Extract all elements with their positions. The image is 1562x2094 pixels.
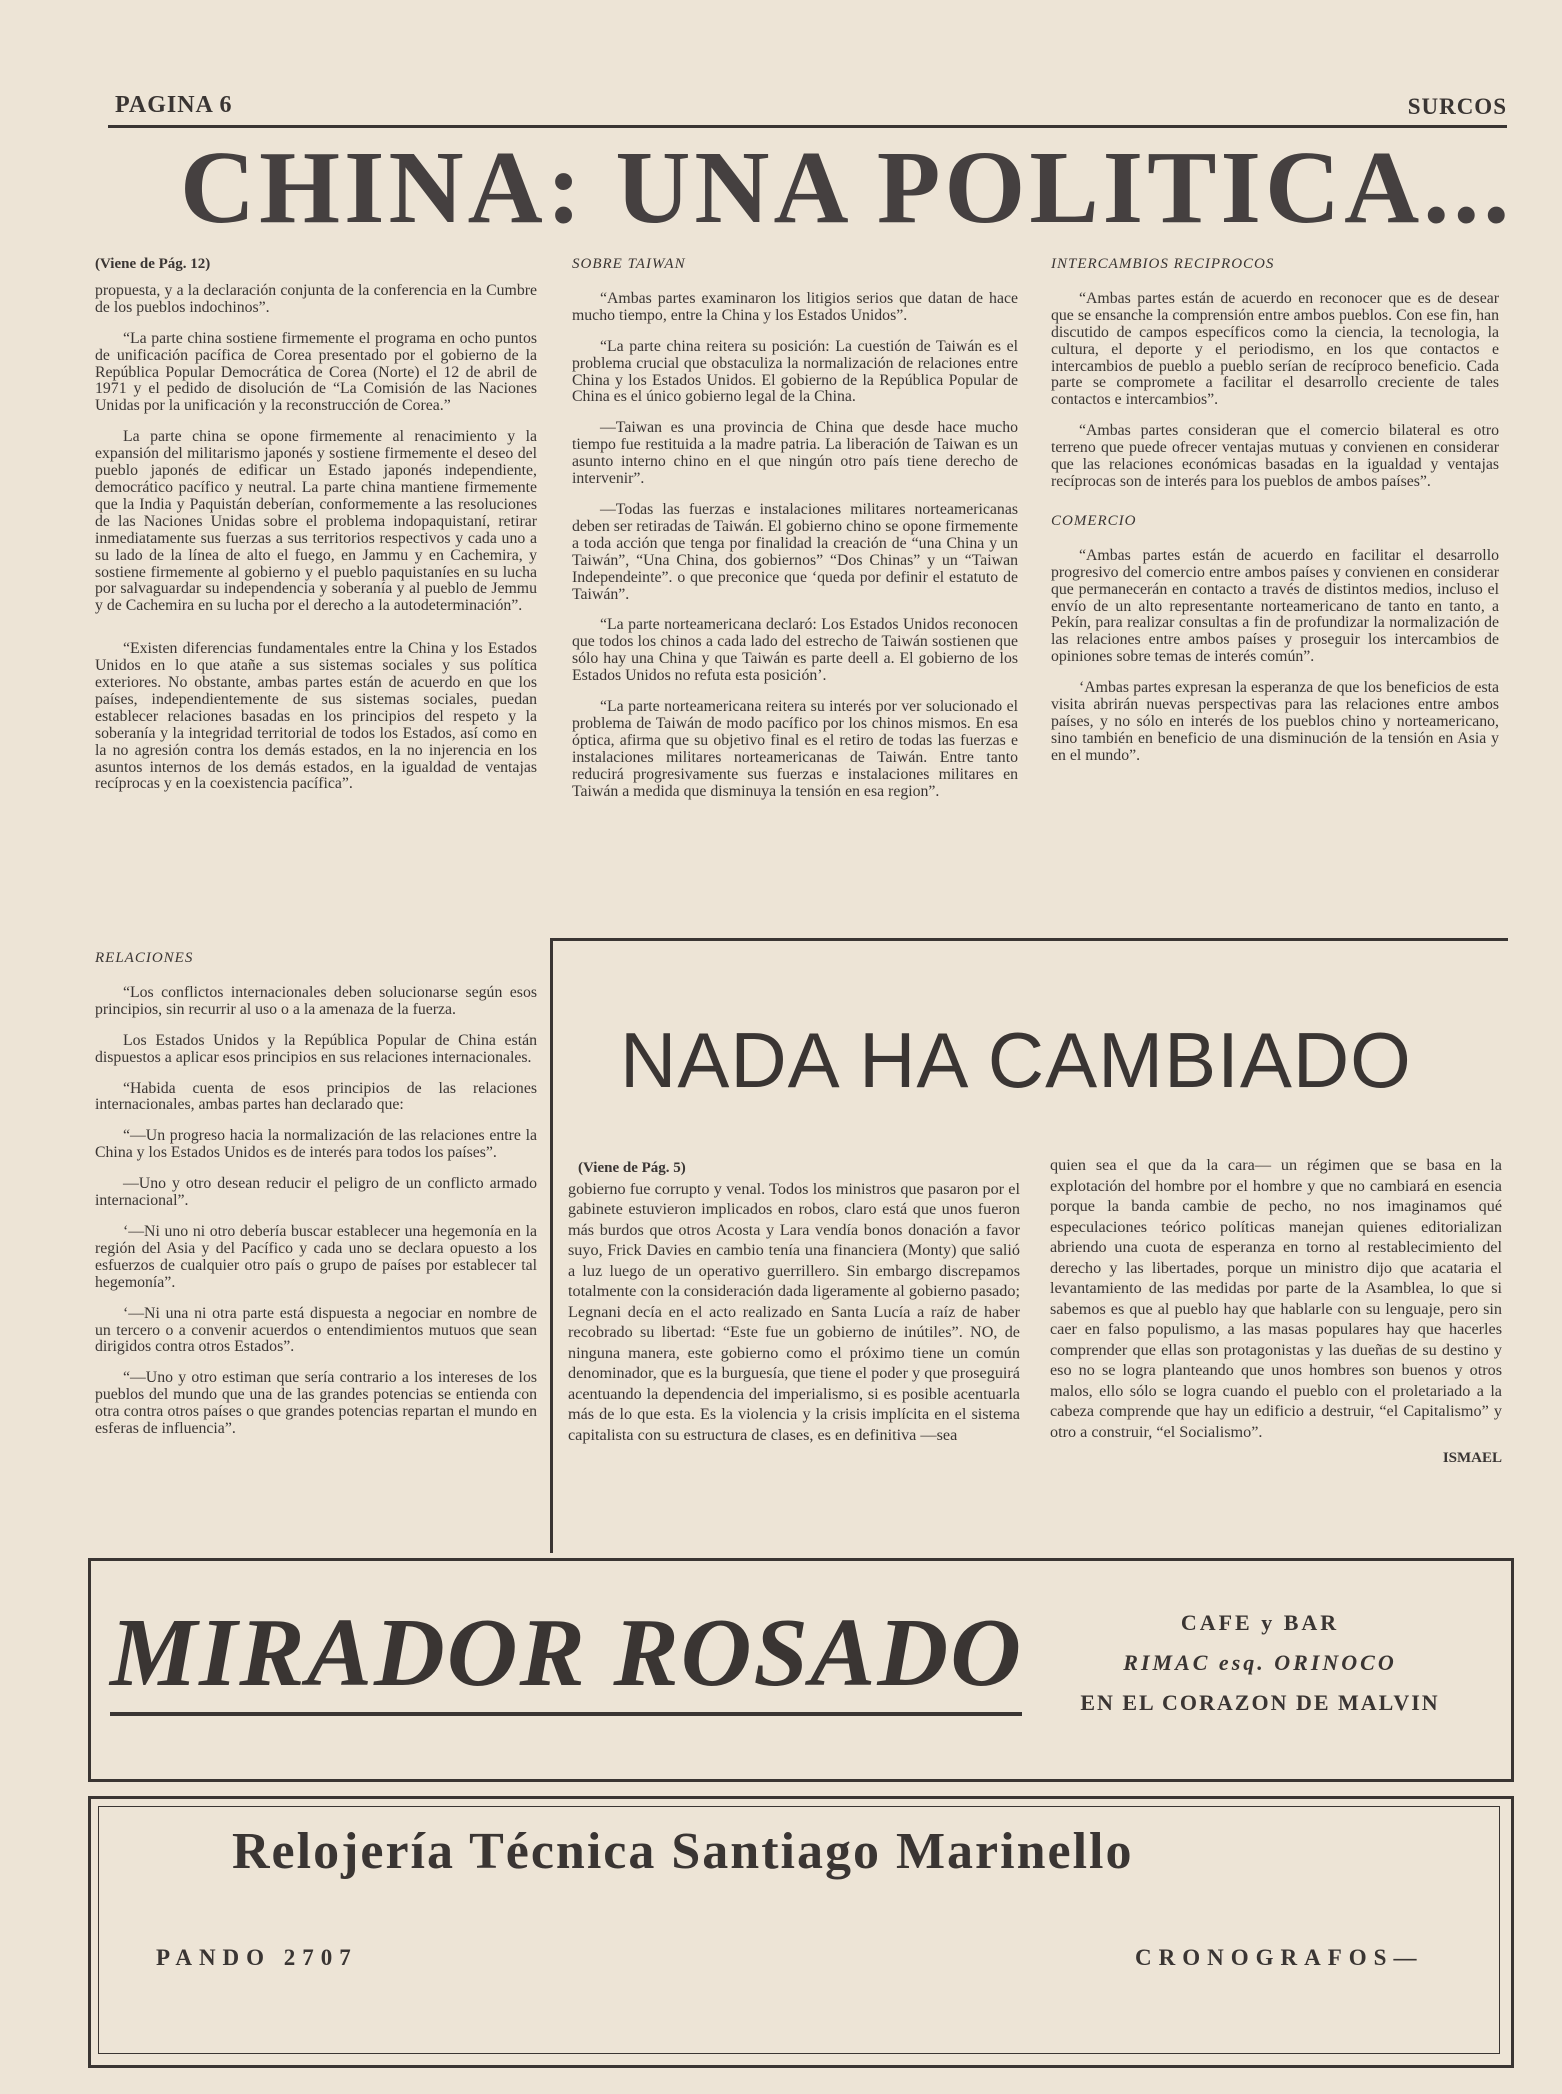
article-column-2 [572, 256, 1018, 814]
section-heading-comercio: COMERCIO [1051, 512, 1137, 529]
paragraph: “Los conflictos internacionales deben solucionarse según esos principios, sin recurrir al uso o a la amenaza de la fuerza. [95, 983, 537, 1018]
paragraph: “—Un progreso hacia la normalización de las relaciones entre la China y los Estados Unidos es de interés para todos los países”. [95, 1127, 537, 1162]
ad-line-cafe-bar: CAFE y BAR [1180, 1610, 1340, 1635]
article-column-relaciones [95, 950, 537, 1452]
relojeria-tagline: CRONOGRAFOS— [1135, 1945, 1424, 1970]
relojeria-name: Relojería Técnica Santiago Marinello [232, 1823, 1134, 1880]
nada-column-left [568, 1158, 1020, 1445]
continued-from-ref: (Viene de Pág. 5) [578, 1160, 686, 1176]
paragraph: ‘—Ni una ni otra parte está dispuesta a negociar en nombre de un tercero o a convenir acuerdos o entendimientos mutuos que sean dirigidos contra otros Estados”. [95, 1304, 537, 1356]
paragraph: “Existen diferencias fundamentales entre la China y los Estados Unidos en lo que atañe a sus sistemas sociales y sus política exteriores. No obstante, ambas partes están de acuerdo en que los países, independientemente de sus sistemas sociales, puedan establecer relaciones basadas en los principios del respeto y la soberanía y la integridad territorial de todos los Estados, así como en la no agresión contra los demás estados, en la no injerencia en los asuntos internos de los demás estados, en la igualdad de ventajas recíprocas y en la coexistencia pacífica”. [95, 640, 537, 793]
page-number-label: PAGINA 6 [115, 92, 233, 118]
mirador-rosado-name: MIRADOR ROSADO [110, 1599, 1023, 1707]
paragraph: “Ambas partes consideran que el comercio bilateral es otro terreno que puede ofrecer ventajas mutuas y convienen en considerar que las relaciones económicas basadas en la igualdad y ventajas recíprocas son de interés para los pueblos de ambos países”. [1051, 422, 1499, 490]
paragraph: “—Uno y otro estiman que sería contrario a los intereses de los pueblos del mundo que una de las grandes potencias se entienda con otra contra otros países o que grandes potencias repartan el mundo en esferas de influencia”. [95, 1369, 537, 1438]
paragraph: “La parte china reitera su posición: La cuestión de Taiwán es el problema crucial que obstaculiza la normalización de relaciones entre China y los Estados Unidos. El gobierno de la República Popular de China es el único gobierno legal de la China. [572, 337, 1018, 406]
paragraph: ‘Ambas partes expresan la esperanza de que los beneficios de esta visita abrirán nuevas perspectivas para las relaciones entre ambos países, y no sólo en interés de los pueblos chino y norteamericano, sino también en beneficio de una disminución de la tensión en Asia y en el mundo”. [1051, 679, 1499, 764]
paragraph: La parte china se opone firmemente al renacimiento y la expansión del militarismo japonés y sostiene firmemente el deseo del pueblo japonés de edificar un Estado japonés independiente, democrático pacífico y neutral. La parte china mantiene firmemente que la India y Paquistán deberían, conformemente a las resoluciones de las Naciones Unidas sobre el problema indopaquistaní, retirar inmediatamente sus fuerzas a sus territorios respectivos y cada uno a su lado de la línea de alto el fuego, en Jammu y en Cachemira, y sostiene firmemente al gobierno y el pueblo paquistaníes en su lucha por salvaguardar su independencia y soberanía y al pueblo de Jemmu y de Cachemira en su lucha por el derecho a la autodeterminación”. [95, 428, 537, 615]
paragraph: gobierno fue corrupto y venal. Todos los ministros que pasaron por el gabinete estuvieron implicados en robos, claro está que unos fueron más burdos que otros Acosta y Lara vendía bonos donación a favor suyo, Frick Davies en cambio tenía una financiera (Monty) que salió a luz luego de un operativo guerrillero. Sin embargo discrepamos totalmente con la consideración dada ligeramente al gobierno pasado; Legnani decía en el acto realizado en Santa Lucía a raíz de haber recobrado su libertad: “Este fue un gobierno de inútiles”. NO, de ninguna manera, este gobierno como el próximo tiene un común denominador, que es la burguesía, que tiene el poder y que proseguirá acentuando la dependencia del imperialismo, si es posible acentuarla más de lo que esta. Es la violencia y la crisis implícita en el sistema capitalista con su estructura de clases, es en definitiva —sea [568, 1179, 1020, 1444]
paragraph: “Ambas partes están de acuerdo en reconocer que es de desear que se ensanche la comprensión entre ambos pueblos. Con ese fin, han discutido de campos específicos como la ciencia, la tecnologia, la cultura, el deporte y el periodismo, en los que contactos e intercambios de pueblo a pueblo serían de recíproco beneficio. Cada parte se compromete a facilitar el desarrollo creciente de tales contactos e intercambios”. [1051, 289, 1499, 409]
ad-line-location: EN EL CORAZON DE MALVIN [1080, 1690, 1440, 1715]
paragraph: Los Estados Unidos y la República Popular de China están dispuestos a aplicar esos principios en sus relaciones internacionales. [95, 1031, 537, 1066]
ad-line-address: RIMAC esq. ORINOCO [1123, 1650, 1397, 1675]
article-column-1 [95, 256, 537, 807]
paragraph: ‘—Ni uno ni otro debería buscar establecer una hegemonía en la región del Asia y del Pacífico y cada uno se declara opuesto a los esfuerzos de cualquier otro país o grupo de países por establecer tal hegemonía”. [95, 1222, 537, 1291]
paragraph: “La parte china sostiene firmemente el programa en ocho puntos de unificación pacífica de Corea presentado por el gobierno de la República Popular Democrática de Corea (Norte) el 12 de abril de 1971 y el pedido de disolución de “La Comisión de las Naciones Unidas por la unificación y la reconstrucción de Corea.” [95, 329, 537, 415]
paragraph: quien sea el que da la cara— un régimen que se basa en la explotación del hombre por el hombre y que no cambiará en esencia porque la banda cambie de pecho, no nos imaginamos qué especulaciones teórico políticas manejan quienes editorializan abriendo una cuota de esperanza en torno al restablecimiento del derecho y las libertades, porque un ministro dijo que acataria el levantamiento de las medidas por parte de la Asamblea, lo que si sabemos es que al pueblo hay que hablarle con su lenguaje, pero sin caer en falso populismo, a las masas populares hay que hacerles comprender que ellas son protagonistas y las dueñas de su destino y eso no se logra planteando que unos hombres son buenos y otros malos, ello sólo se logra cuando el pueblo con el proletariado a la cabeza comprende que hay un edificio a destruir, “el Capitalismo” y otro a construir, “el Socialismo”. [1050, 1156, 1502, 1441]
ad-underline-rule [110, 1712, 1022, 1716]
publication-name: SURCOS [1407, 94, 1507, 119]
paragraph: —Taiwan es una provincia de China que desde hace mucho tiempo fue restituida a la madre patria. La liberación de Taiwan es un asunto interno chino en el que ningún otro país tiene derecho de intervenir”. [572, 419, 1018, 488]
section-heading-intercambios: INTERCAMBIOS RECIPROCOS [1051, 256, 1275, 272]
paragraph: “La parte norteamericana reitera su interés por ver solucionado el problema de Taiwán de modo pacífico por los chinos mismos. En esa óptica, afirma que su objetivo final es el retiro de todas las fuerzas e instalaciones militares norteamericanas de Taiwán. Entre tanto reducirá progresivamente sus fuerzas e instalaciones militares en Taiwán a medida que disminuya la tensión en esa region”. [572, 698, 1018, 800]
paragraph: propuesta, y a la declaración conjunta de la conferencia en la Cumbre de los pueblos indochinos”. [95, 281, 537, 316]
article-column-3 [1051, 256, 1499, 779]
relojeria-address: PANDO 2707 [156, 1945, 358, 1970]
section-heading-taiwan: SOBRE TAIWAN [572, 256, 686, 272]
paragraph: —Uno y otro desean reducir el peligro de un conflicto armado internacional”. [95, 1175, 537, 1210]
continued-from-ref: (Viene de Pág. 12) [95, 256, 211, 272]
nada-ha-cambiado-title: NADA HA CAMBIADO [620, 1016, 1412, 1104]
paragraph: “Habida cuenta de esos principios de las relaciones internacionales, ambas partes han declarado que: [95, 1079, 537, 1114]
author-signature: ISMAEL [1442, 1450, 1502, 1466]
paragraph: —Todas las fuerzas e instalaciones militares norteamericanas deben ser retiradas de Taiwán. El gobierno chino se opone firmemente a toda acción que tenga por finalidad la creación de “una China y un Taiwán”, “Una China, dos gobiernos” “Dos Chinas” y un “Taiwan Independeinte”. o que preconice que ‘queda por definir el estatuto de Taiwán”. [572, 500, 1018, 603]
paragraph: “Ambas partes están de acuerdo en facilitar el desarrollo progresivo del comercio entre ambos países y convienen en considerar que permanecerán en contacto a través de distintos medios, incluso el envío de un alto representante norteamericano de tanto en tanto, a Pekín, para realizar consultas a fin de profundizar la normalización de las relaciones entre ambos países y proseguir los intercambios de opiniones sobre temas de interés común”. [1051, 546, 1499, 666]
section-heading-relaciones: RELACIONES [95, 950, 194, 966]
nada-column-right [1050, 1155, 1502, 1469]
paragraph: “La parte norteamericana declaró: Los Estados Unidos reconocen que todos los chinos a cada lado del estrecho de Taiwán sostienen que sólo hay una China y que Taiwán es parte deell a. El gobierno de los Estados Unidos no refuta esta posición’. [572, 616, 1018, 685]
paragraph: “Ambas partes examinaron los litigios serios que datan de hace mucho tiempo, entre la China y los Estados Unidos”. [572, 289, 1018, 324]
headline: CHINA: UNA POLITICA... [180, 130, 1514, 245]
